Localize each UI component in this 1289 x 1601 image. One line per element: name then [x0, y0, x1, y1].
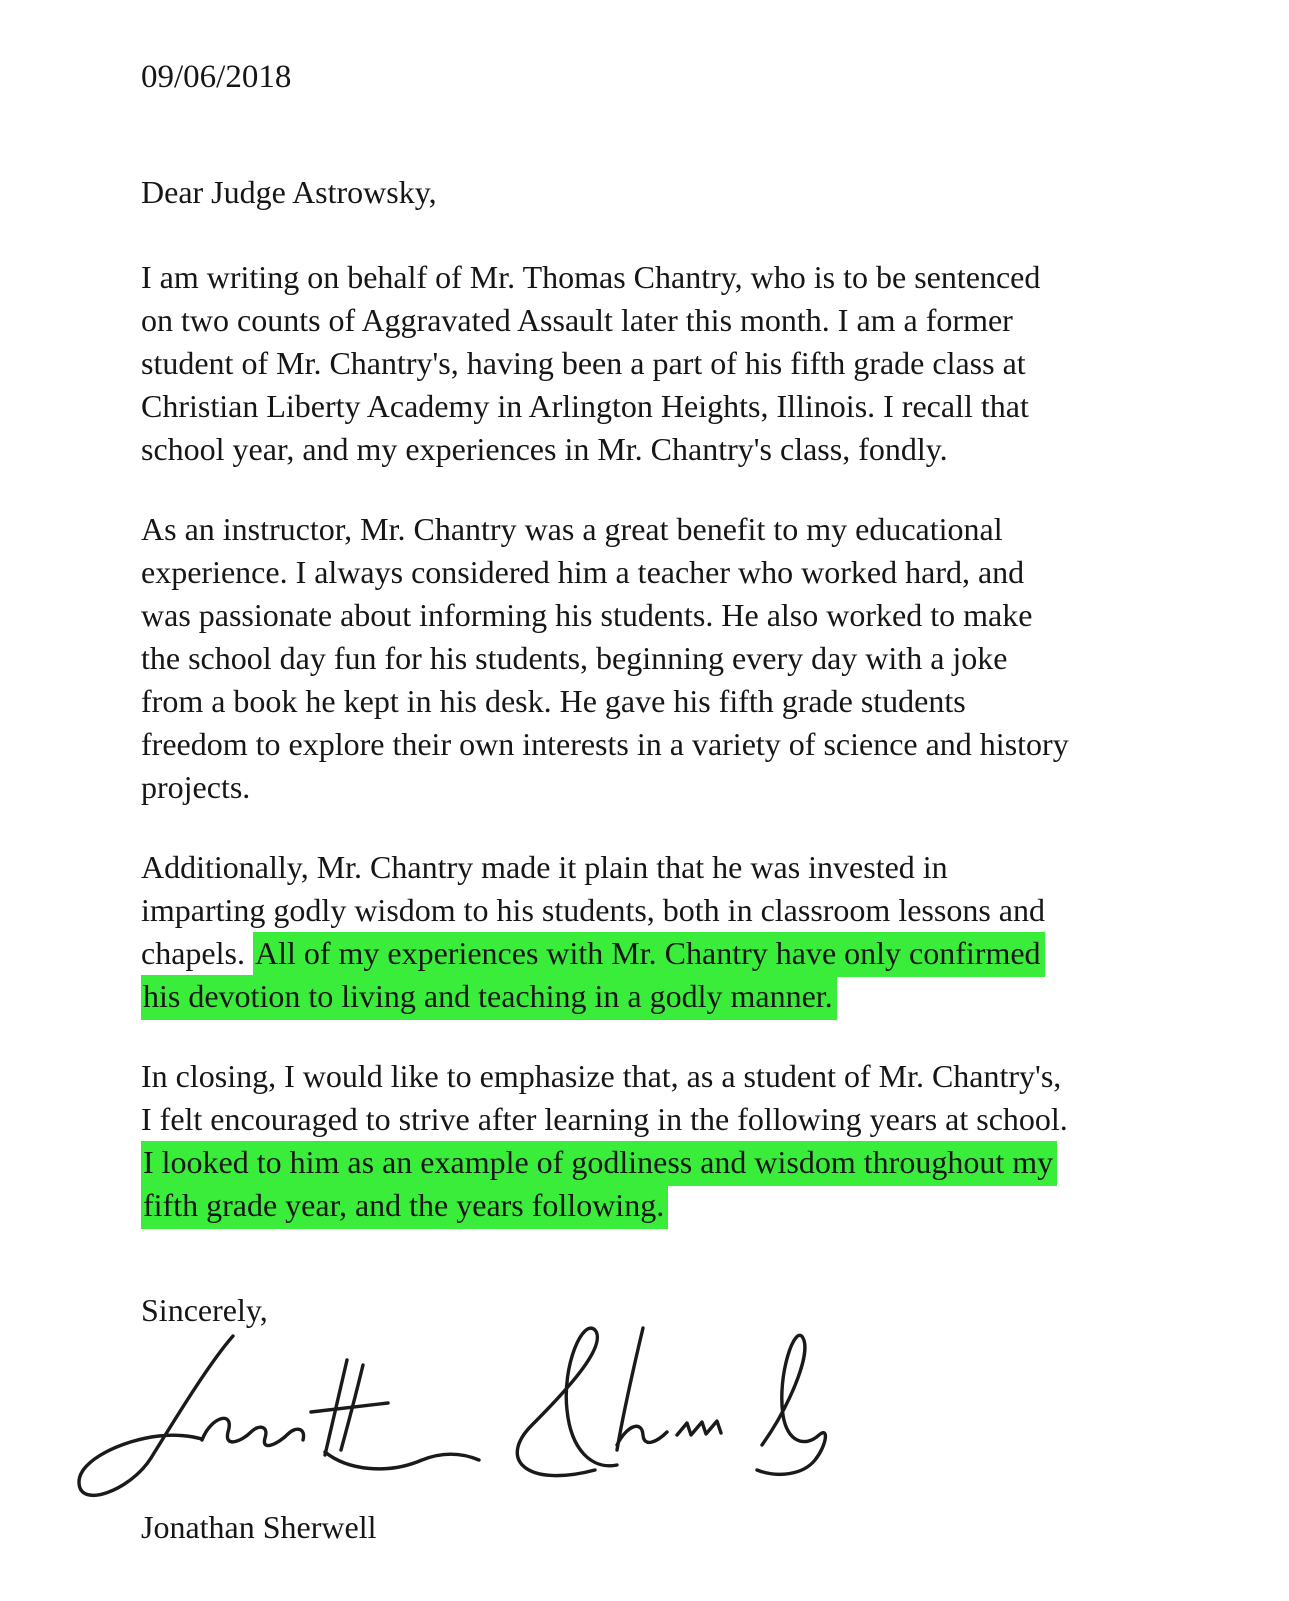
- highlighted-text: All of my experiences with Mr. Chantry have only confirmed: [253, 932, 1045, 977]
- paragraph-3: [141, 846, 1229, 1018]
- letter-line: [141, 1098, 1229, 1141]
- line-text: the school day fun for his students, beginning every day with a joke: [141, 640, 1008, 676]
- letter-line: [141, 428, 1229, 471]
- letter-line: [141, 637, 1229, 680]
- letter-line: [141, 508, 1229, 551]
- line-text: I felt encouraged to strive after learning in the following years at school.: [141, 1101, 1068, 1137]
- line-text: chapels.: [141, 935, 253, 971]
- letter-line: [141, 1141, 1229, 1184]
- letter-line: [141, 846, 1229, 889]
- letter-line: [141, 385, 1229, 428]
- letter-line: [141, 594, 1229, 637]
- line-text: projects.: [141, 769, 251, 805]
- paragraph-4: [141, 1055, 1229, 1227]
- line-text: imparting godly wisdom to his students, both in classroom lessons and: [141, 892, 1045, 928]
- highlighted-text: his devotion to living and teaching in a godly manner.: [141, 975, 837, 1020]
- line-text: Christian Liberty Academy in Arlington Heights, Illinois. I recall that: [141, 388, 1029, 424]
- paragraph-2: [141, 508, 1229, 809]
- highlighted-text: I looked to him as an example of godliness and wisdom throughout my: [141, 1141, 1057, 1186]
- letter-line: [141, 723, 1229, 766]
- highlighted-text: fifth grade year, and the years following.: [141, 1184, 668, 1229]
- line-text: In closing, I would like to emphasize that, as a student of Mr. Chantry's,: [141, 1058, 1062, 1094]
- letter-line: [141, 975, 1229, 1018]
- letter-date: 09/06/2018: [141, 59, 292, 95]
- line-text: Additionally, Mr. Chantry made it plain that he was invested in: [141, 849, 948, 885]
- line-text: experience. I always considered him a teacher who worked hard, and: [141, 554, 1025, 590]
- letter-line: [141, 256, 1229, 299]
- paragraph-1: [141, 256, 1229, 471]
- letter-line: [141, 766, 1229, 809]
- handwritten-signature: [55, 1318, 865, 1504]
- line-text: was passionate about informing his students. He also worked to make: [141, 597, 1033, 633]
- line-text: freedom to explore their own interests in a variety of science and history: [141, 726, 1069, 762]
- line-text: from a book he kept in his desk. He gave his fifth grade students: [141, 683, 966, 719]
- letter-line: [141, 889, 1229, 932]
- line-text: on two counts of Aggravated Assault later this month. I am a former: [141, 302, 1013, 338]
- letter-line: [141, 299, 1229, 342]
- letter-line: [141, 342, 1229, 385]
- letter-line: [141, 680, 1229, 723]
- line-text: I am writing on behalf of Mr. Thomas Chantry, who is to be sentenced: [141, 259, 1041, 295]
- signature-scribble-icon: [55, 1318, 865, 1504]
- letter-line: [141, 932, 1229, 975]
- signer-name: Jonathan Sherwell: [141, 1509, 377, 1545]
- line-text: school year, and my experiences in Mr. Chantry's class, fondly.: [141, 431, 948, 467]
- line-text: As an instructor, Mr. Chantry was a great benefit to my educational: [141, 511, 1003, 547]
- closing-salutation: Sincerely,: [141, 1292, 268, 1328]
- letter-line: [141, 551, 1229, 594]
- salutation: Dear Judge Astrowsky,: [141, 174, 437, 210]
- letter-line: [141, 1184, 1229, 1227]
- line-text: student of Mr. Chantry's, having been a part of his fifth grade class at: [141, 345, 1026, 381]
- closing-block: [141, 1289, 1229, 1549]
- letter-line: [141, 1055, 1229, 1098]
